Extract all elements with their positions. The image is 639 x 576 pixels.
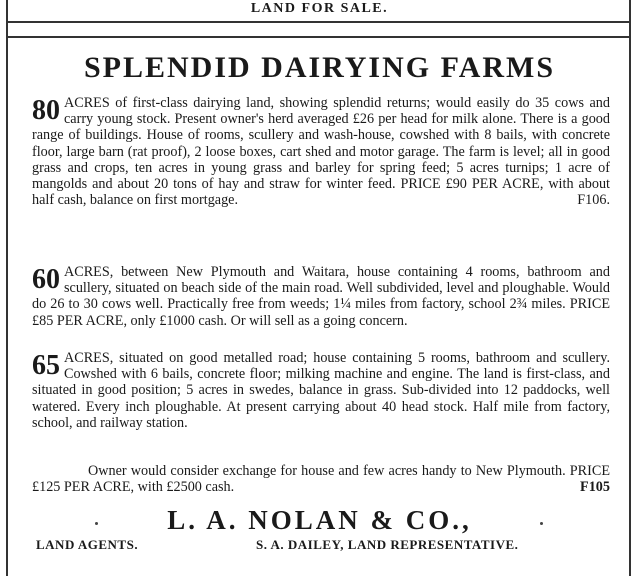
listing-65-acres — [32, 350, 610, 431]
listing-80-acres — [32, 95, 610, 208]
company-name: L. A. NOLAN & CO., — [167, 505, 472, 535]
left-border-line — [6, 0, 8, 576]
listing-acres-number: 60 — [32, 264, 60, 295]
title-divider — [8, 36, 629, 38]
listing-description: ACRES, situated on good metalled road; house containing 5 rooms, bathroom and scullery. Cowshed with 6 bails, concrete floor; milking machine and engine. The land is first-class, and situated in good position; 5 acres in swedes, balance in grass. Sub-divided into 12 paddocks, well watered. Every inch ploughable. At present carrying about 40 head stock. Half mile from factory, school, and railway station. — [32, 350, 610, 431]
listing-acres-number: 65 — [32, 350, 60, 381]
print-speck — [95, 522, 98, 525]
owner-note-text: Owner would consider exchange for house and few acres handy to New Plymouth. PRICE £125 PER ACRE, with £2500 cash. — [32, 463, 610, 495]
owner-reference: F105 — [580, 479, 610, 495]
listing-acres-number: 80 — [32, 95, 60, 126]
listing-description: ACRES of first-class dairying land, showing splendid returns; would easily do 35 cows and carry young stock. Present owner's herd averaged £26 per head for milk alone. There is a good range of buildings. House of rooms, scullery and wash-house, cowshed with 8 bails, with concrete floor, large barn (rat proof), 2 loose boxes, cart shed and motor garage. The farm is level; all in good grass and crops, ten acres in young grass and barley for spring feed; 5 acres turnips; 1 acre of mangolds and about 20 tons of hay and straw for winter feed. PRICE £90 PER ACRE, with about half cash, balance on first mortgage. — [32, 95, 610, 209]
footer-representative: S. A. DAILEY, LAND REPRESENTATIVE. — [256, 537, 519, 552]
ad-title: SPLENDID DAIRYING FARMS — [83, 51, 556, 84]
footer-land-agents: LAND AGENTS. — [36, 537, 139, 552]
right-border-line — [629, 0, 631, 576]
owner-exchange-note — [32, 463, 610, 495]
header-divider — [8, 21, 629, 23]
listing-60-acres — [32, 264, 610, 329]
print-speck — [540, 522, 543, 525]
listing-description: ACRES, between New Plymouth and Waitara, house containing 4 rooms, bathroom and scullery, situated on beach side of the main road. Well subdivided, level and ploughable. Would do 26 to 30 cows well. Practically free from weeds; 1¼ miles from factory, school 2¾ miles. PRICE £85 PER ACRE, only £1000 cash. Or will sell as a going concern. — [32, 264, 610, 329]
listing-reference: F106. — [577, 192, 610, 209]
section-header: LAND FOR SALE. — [250, 1, 389, 16]
